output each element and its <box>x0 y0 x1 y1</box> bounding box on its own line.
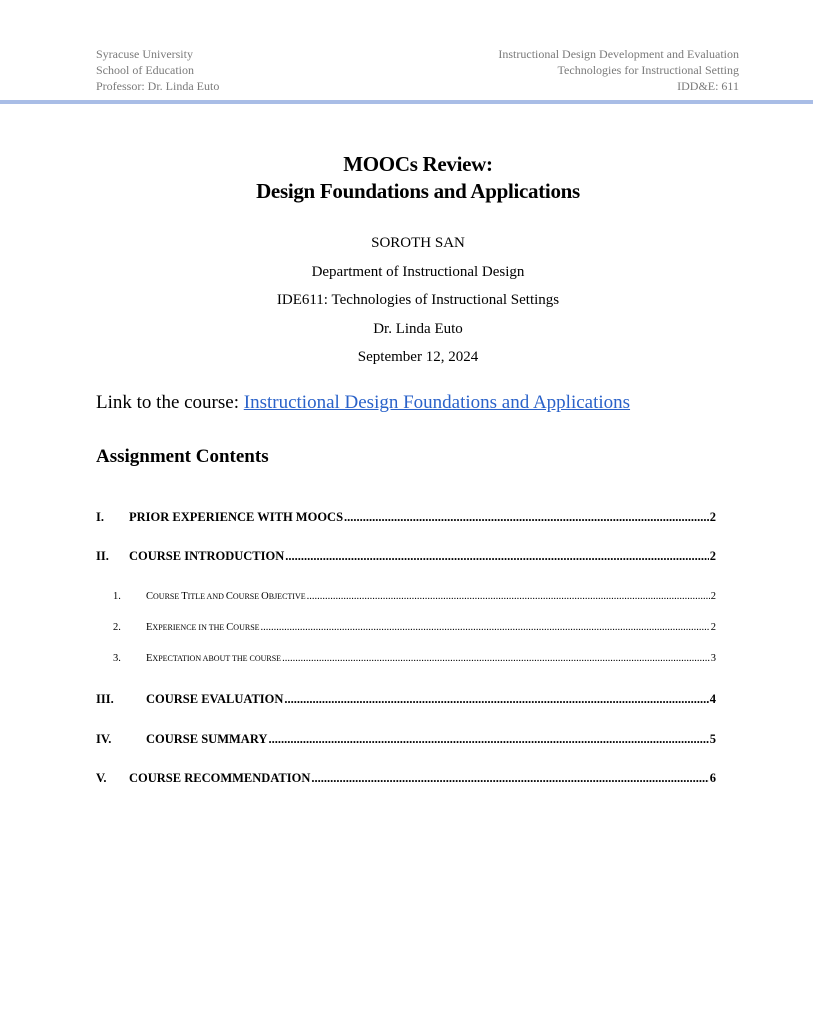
toc-title: COURSE TITLE AND COURSE OBJECTIVE <box>146 591 306 602</box>
toc-number: V. <box>96 771 107 785</box>
author-block <box>0 229 836 372</box>
toc-leader <box>344 509 709 525</box>
toc-leader <box>282 651 710 667</box>
course-link-prefix: Link to the course: <box>96 392 244 413</box>
document-title <box>0 151 836 205</box>
toc-title: PRIOR EXPERIENCE WITH MOOCS <box>129 510 344 524</box>
toc-entry[interactable] <box>113 589 716 605</box>
course-title: IDE611: Technologies of Instructional Settings <box>276 292 560 308</box>
toc-number: II. <box>96 549 109 563</box>
toc-entry[interactable] <box>96 509 716 525</box>
course-link[interactable]: Instructional Design Foundations and Applications <box>243 392 631 413</box>
contents-heading: Assignment Contents <box>96 446 269 467</box>
title-line-2: Design Foundations and Applications <box>256 179 580 203</box>
toc-title: COURSE INTRODUCTION <box>129 549 285 563</box>
header-right <box>498 46 739 94</box>
header-course-code: IDD&E: 611 <box>677 79 739 93</box>
toc-page: 2 <box>709 549 716 563</box>
toc-page: 6 <box>709 771 716 785</box>
course-link-line <box>96 391 630 415</box>
toc-page: 4 <box>709 692 716 706</box>
toc-page: 3 <box>710 653 716 664</box>
toc-number: 1. <box>113 591 121 602</box>
header-course-name: Technologies for Instructional Setting <box>557 63 739 77</box>
header-program: Instructional Design Development and Evaluation <box>498 47 739 61</box>
toc-number: 3. <box>113 653 121 664</box>
toc-number: I. <box>96 510 104 524</box>
toc-page: 5 <box>709 732 716 746</box>
toc-title: COURSE RECOMMENDATION <box>129 771 311 785</box>
toc-entry[interactable] <box>96 691 716 707</box>
professor-name: Dr. Linda Euto <box>373 320 463 337</box>
toc-page: 2 <box>710 591 716 602</box>
toc-entry[interactable] <box>96 731 716 747</box>
author-name: SOROTH SAN <box>371 235 465 251</box>
header-divider <box>0 100 813 104</box>
toc-page: 2 <box>709 510 716 524</box>
header-university: Syracuse University <box>96 47 193 61</box>
toc-leader <box>307 589 710 605</box>
toc-entry[interactable] <box>96 770 716 786</box>
toc-title: EXPECTATION ABOUT THE COURSE <box>146 653 282 664</box>
document-date: September 12, 2024 <box>357 349 479 365</box>
toc-leader <box>311 770 708 786</box>
toc-title: EXPERIENCE IN THE COURSE <box>146 622 260 633</box>
toc-entry[interactable] <box>113 620 716 636</box>
department: Department of Instructional Design <box>311 263 525 280</box>
header-professor: Professor: Dr. Linda Euto <box>96 79 220 93</box>
toc-leader <box>284 691 708 707</box>
toc-leader <box>268 731 708 747</box>
toc-title: COURSE SUMMARY <box>146 732 268 746</box>
toc-number: 2. <box>113 622 121 633</box>
toc-page: 2 <box>710 622 716 633</box>
toc-entry[interactable] <box>113 651 716 667</box>
header-school: School of Education <box>96 63 194 77</box>
header-left <box>96 46 219 94</box>
toc-entry[interactable] <box>96 548 716 564</box>
toc-number: IV. <box>96 732 112 746</box>
toc-leader <box>285 548 709 564</box>
title-line-1: MOOCs Review: <box>343 152 493 176</box>
toc-title: COURSE EVALUATION <box>146 692 284 706</box>
toc-number: III. <box>96 692 114 706</box>
toc-leader <box>261 620 710 636</box>
